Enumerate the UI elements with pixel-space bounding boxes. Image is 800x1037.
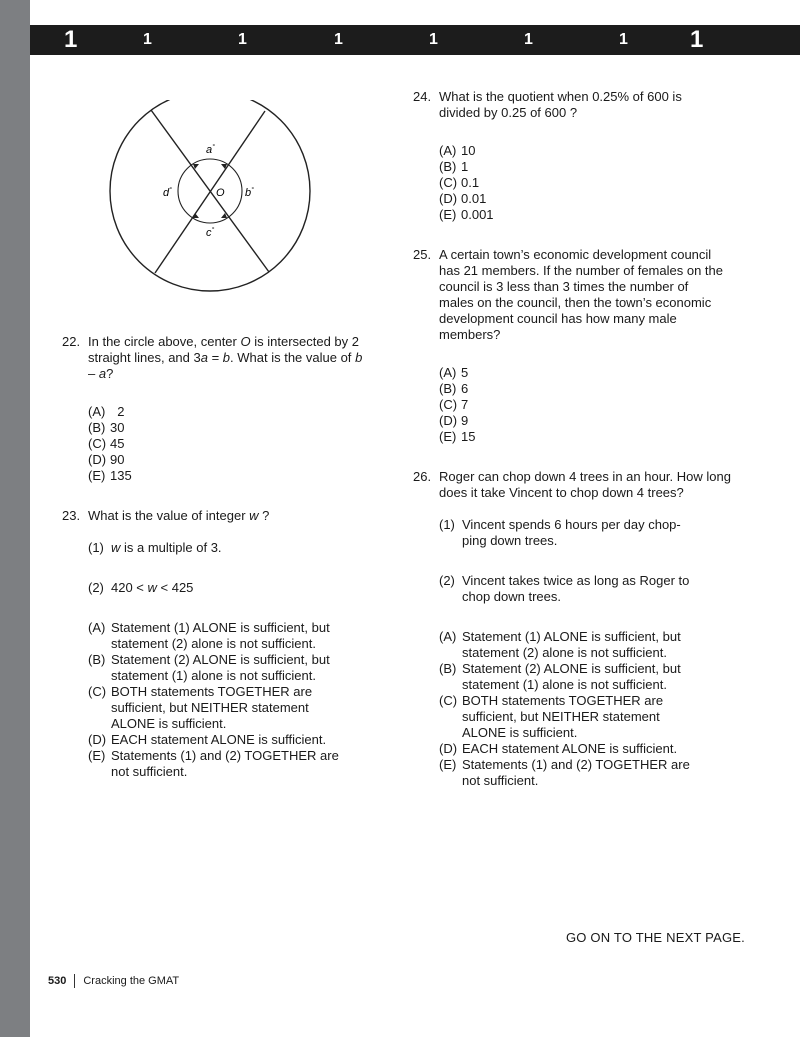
section-number: 1 bbox=[334, 31, 343, 48]
footer-divider bbox=[74, 974, 75, 988]
section-number: 1 bbox=[64, 26, 78, 53]
answer-choice[interactable]: (E) 15 bbox=[439, 429, 476, 444]
angle-c-label: c° bbox=[206, 227, 215, 239]
answer-choice[interactable]: (A) Statement (1) ALONE is sufficient, but statement (2) alone is not sufficient. bbox=[439, 629, 681, 660]
question-25 bbox=[413, 247, 733, 343]
question-text: Roger can chop down 4 trees in an hour. How long does it take Vincent to chop down 4 trees? bbox=[439, 469, 731, 500]
answer-choice[interactable]: (B) Statement (2) ALONE is sufficient, but statement (1) alone is not sufficient. bbox=[439, 661, 681, 692]
question-number: 24. bbox=[413, 89, 432, 104]
question-number: 26. bbox=[413, 469, 432, 484]
answer-choice[interactable]: (E) Statements (1) and (2) TOGETHER are not sufficient. bbox=[439, 757, 690, 788]
answer-choice[interactable]: (B) 30 bbox=[88, 420, 125, 435]
question-text: A certain town’s economic development council has 21 members. If the number of females on the council is 3 less than 3 times the number of males on the council, then the town’s economic development council has how many male members? bbox=[439, 247, 723, 342]
angle-a-label: a° bbox=[206, 144, 215, 156]
answer-choice[interactable]: (D) 90 bbox=[88, 452, 125, 467]
statement-1: (1) Vincent spends 6 hours per day chop-ping down trees. bbox=[439, 517, 681, 548]
question-text: In the circle above, center O is intersected by 2 straight lines, and 3a = b. What is the value of b – a? bbox=[88, 334, 363, 381]
right-column bbox=[413, 89, 733, 789]
page-number: 530 bbox=[48, 974, 67, 987]
question-number: 23. bbox=[62, 508, 81, 523]
answer-choice[interactable]: (D) 0.01 bbox=[439, 191, 487, 206]
answer-choice[interactable]: (C) 0.1 bbox=[439, 175, 480, 190]
section-number: 1 bbox=[143, 31, 152, 48]
question-23 bbox=[62, 508, 372, 524]
side-bar bbox=[0, 0, 30, 1037]
section-number: 1 bbox=[238, 31, 247, 48]
section-number: 1 bbox=[690, 26, 704, 53]
answer-list bbox=[439, 365, 733, 445]
circle-figure bbox=[100, 100, 320, 300]
statement-1: (1) w is a multiple of 3. bbox=[88, 540, 222, 555]
angle-b-label: b° bbox=[245, 187, 254, 199]
answer-choice[interactable]: (C) 45 bbox=[88, 436, 125, 451]
answer-choice[interactable]: (C) 7 bbox=[439, 397, 469, 412]
question-24 bbox=[413, 89, 733, 121]
statement-list bbox=[439, 517, 701, 605]
question-26 bbox=[413, 469, 733, 501]
answer-choice[interactable]: (A) 2 bbox=[88, 404, 125, 419]
answer-list bbox=[88, 404, 372, 484]
answer-choice[interactable]: (E) 0.001 bbox=[439, 207, 494, 222]
section-number: 1 bbox=[524, 31, 533, 48]
statement-2: (2) Vincent takes twice as long as Roger to chop down trees. bbox=[439, 573, 690, 604]
answer-choice[interactable]: (A) Statement (1) ALONE is sufficient, but statement (2) alone is not sufficient. bbox=[88, 620, 330, 651]
ds-options bbox=[439, 629, 694, 789]
book-title: Cracking the GMAT bbox=[83, 974, 180, 987]
question-number: 22. bbox=[62, 334, 81, 349]
section-number: 1 bbox=[619, 31, 628, 48]
answer-choice[interactable]: (B) 1 bbox=[439, 159, 469, 174]
question-text: What is the quotient when 0.25% of 600 is divided by 0.25 of 600 ? bbox=[439, 89, 682, 120]
question-text: What is the value of integer w ? bbox=[88, 508, 270, 523]
statement-list bbox=[88, 540, 372, 596]
left-column bbox=[62, 334, 372, 780]
ds-options bbox=[88, 620, 343, 780]
page-footer bbox=[48, 974, 179, 988]
answer-choice[interactable]: (D) 9 bbox=[439, 413, 469, 428]
answer-choice[interactable]: (D) EACH statement ALONE is sufficient. bbox=[439, 741, 678, 756]
answer-choice[interactable]: (E) Statements (1) and (2) TOGETHER are not sufficient. bbox=[88, 748, 339, 779]
answer-choice[interactable]: (C) BOTH statements TOGETHER are sufficient, but NEITHER statement ALONE is sufficient. bbox=[439, 693, 664, 740]
header-bar bbox=[30, 25, 800, 55]
question-22 bbox=[62, 334, 372, 382]
section-number: 1 bbox=[429, 31, 438, 48]
angle-d-label: d° bbox=[163, 187, 172, 199]
answer-choice[interactable]: (D) EACH statement ALONE is sufficient. bbox=[88, 732, 327, 747]
answer-choice[interactable]: (C) BOTH statements TOGETHER are sufficient, but NEITHER statement ALONE is sufficient. bbox=[88, 684, 313, 731]
answer-choice[interactable]: (B) 6 bbox=[439, 381, 469, 396]
answer-choice[interactable]: (A) 10 bbox=[439, 143, 476, 158]
question-number: 25. bbox=[413, 247, 432, 262]
answer-choice[interactable]: (A) 5 bbox=[439, 365, 469, 380]
answer-choice[interactable]: (E) 135 bbox=[88, 468, 132, 483]
answer-list bbox=[439, 143, 733, 223]
center-label: O bbox=[216, 187, 225, 199]
answer-choice[interactable]: (B) Statement (2) ALONE is sufficient, but statement (1) alone is not sufficient. bbox=[88, 652, 330, 683]
next-page-notice: GO ON TO THE NEXT PAGE. bbox=[566, 930, 745, 945]
statement-2: (2) 420 < w < 425 bbox=[88, 580, 194, 595]
